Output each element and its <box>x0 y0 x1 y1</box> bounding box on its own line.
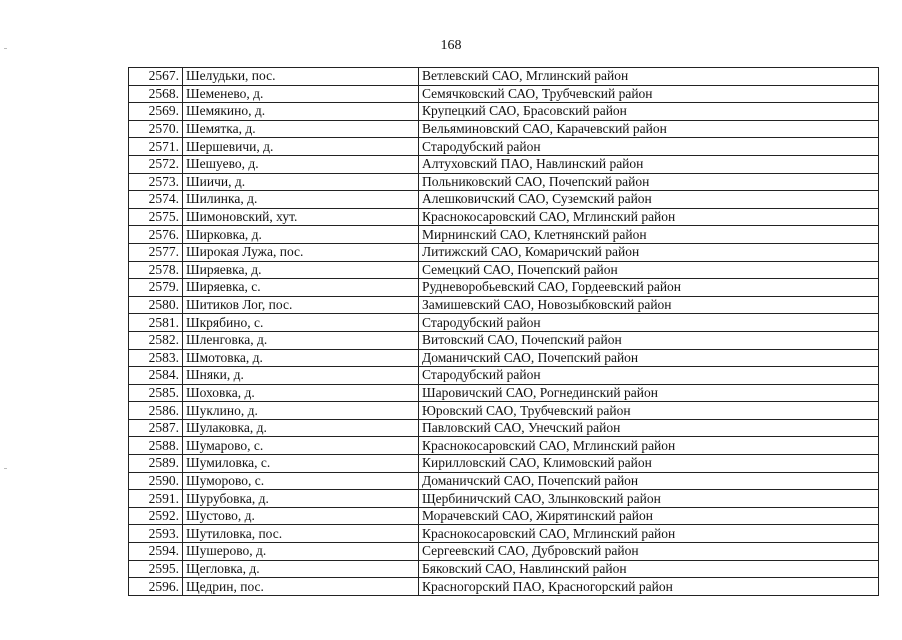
settlement-name: Шуклино, д. <box>183 402 419 420</box>
row-number: 2572. <box>129 155 183 173</box>
table-row <box>129 525 879 543</box>
table-row <box>129 279 879 297</box>
settlement-name: Шутиловка, пос. <box>183 525 419 543</box>
row-number: 2582. <box>129 331 183 349</box>
table-row <box>129 103 879 121</box>
settlement-name: Шуморово, с. <box>183 472 419 490</box>
row-number: 2588. <box>129 437 183 455</box>
row-number: 2571. <box>129 138 183 156</box>
administrative-area: Щербиничский САО, Злынковский район <box>419 490 879 508</box>
row-number: 2570. <box>129 120 183 138</box>
settlements-table <box>128 67 879 596</box>
settlement-name: Шняки, д. <box>183 367 419 385</box>
administrative-area: Стародубский район <box>419 314 879 332</box>
settlement-name: Шиичи, д. <box>183 173 419 191</box>
table-row <box>129 472 879 490</box>
table-row <box>129 507 879 525</box>
settlement-name: Шилинка, д. <box>183 191 419 209</box>
table-row <box>129 243 879 261</box>
row-number: 2595. <box>129 560 183 578</box>
table-row <box>129 314 879 332</box>
administrative-area: Доманичский САО, Почепский район <box>419 349 879 367</box>
settlement-name: Шулаковка, д. <box>183 419 419 437</box>
row-number: 2586. <box>129 402 183 420</box>
administrative-area: Крупецкий САО, Брасовский район <box>419 103 879 121</box>
row-number: 2576. <box>129 226 183 244</box>
row-number: 2583. <box>129 349 183 367</box>
administrative-area: Замишевский САО, Новозыбковский район <box>419 296 879 314</box>
settlement-name: Шитиков Лог, пос. <box>183 296 419 314</box>
row-number: 2573. <box>129 173 183 191</box>
administrative-area: Мирнинский САО, Клетнянский район <box>419 226 879 244</box>
row-number: 2568. <box>129 85 183 103</box>
row-number: 2579. <box>129 279 183 297</box>
administrative-area: Бяковский САО, Навлинский район <box>419 560 879 578</box>
settlements-table-body <box>129 68 879 596</box>
row-number: 2574. <box>129 191 183 209</box>
row-number: 2575. <box>129 208 183 226</box>
table-row <box>129 138 879 156</box>
row-number: 2580. <box>129 296 183 314</box>
table-row <box>129 155 879 173</box>
administrative-area: Витовский САО, Почепский район <box>419 331 879 349</box>
administrative-area: Шаровичский САО, Рогнединский район <box>419 384 879 402</box>
administrative-area: Краснокосаровский САО, Мглинский район <box>419 525 879 543</box>
administrative-area: Рудневоробьевский САО, Гордеевский район <box>419 279 879 297</box>
table-row <box>129 173 879 191</box>
administrative-area: Вельяминовский САО, Карачевский район <box>419 120 879 138</box>
row-number: 2587. <box>129 419 183 437</box>
table-row <box>129 331 879 349</box>
row-number: 2589. <box>129 455 183 473</box>
settlement-name: Шурубовка, д. <box>183 490 419 508</box>
table-row <box>129 490 879 508</box>
table-row <box>129 367 879 385</box>
settlement-name: Шкрябино, с. <box>183 314 419 332</box>
administrative-area: Алешковичский САО, Суземский район <box>419 191 879 209</box>
settlement-name: Шумарово, с. <box>183 437 419 455</box>
settlement-name: Шемятка, д. <box>183 120 419 138</box>
row-number: 2567. <box>129 68 183 86</box>
settlement-name: Шершевичи, д. <box>183 138 419 156</box>
table-row <box>129 402 879 420</box>
row-number: 2578. <box>129 261 183 279</box>
administrative-area: Ветлевский САО, Мглинский район <box>419 68 879 86</box>
administrative-area: Морачевский САО, Жирятинский район <box>419 507 879 525</box>
settlement-name: Шумиловка, с. <box>183 455 419 473</box>
row-number: 2590. <box>129 472 183 490</box>
row-number: 2585. <box>129 384 183 402</box>
row-number: 2581. <box>129 314 183 332</box>
administrative-area: Павловский САО, Унечский район <box>419 419 879 437</box>
settlement-name: Шешуево, д. <box>183 155 419 173</box>
settlement-name: Ширковка, д. <box>183 226 419 244</box>
settlement-name: Шушерово, д. <box>183 543 419 561</box>
administrative-area: Стародубский район <box>419 138 879 156</box>
administrative-area: Красногорский ПАО, Красногорский район <box>419 578 879 596</box>
row-number: 2594. <box>129 543 183 561</box>
row-number: 2592. <box>129 507 183 525</box>
row-number: 2591. <box>129 490 183 508</box>
table-row <box>129 437 879 455</box>
settlement-name: Шленговка, д. <box>183 331 419 349</box>
settlement-name: Шмотовка, д. <box>183 349 419 367</box>
settlement-name: Шустово, д. <box>183 507 419 525</box>
settlement-name: Широкая Лужа, пос. <box>183 243 419 261</box>
administrative-area: Доманичский САО, Почепский район <box>419 472 879 490</box>
table-row <box>129 120 879 138</box>
row-number: 2569. <box>129 103 183 121</box>
table-row <box>129 296 879 314</box>
row-number: 2593. <box>129 525 183 543</box>
settlement-name: Шемякино, д. <box>183 103 419 121</box>
table-row <box>129 384 879 402</box>
administrative-area: Польниковский САО, Почепский район <box>419 173 879 191</box>
table-row <box>129 455 879 473</box>
settlement-name: Шоховка, д. <box>183 384 419 402</box>
administrative-area: Кирилловский САО, Климовский район <box>419 455 879 473</box>
table-row <box>129 578 879 596</box>
table-row <box>129 226 879 244</box>
settlement-name: Щедрин, пос. <box>183 578 419 596</box>
settlement-name: Ширяевка, д. <box>183 261 419 279</box>
row-number: 2596. <box>129 578 183 596</box>
table-row <box>129 560 879 578</box>
settlement-name: Шеменево, д. <box>183 85 419 103</box>
administrative-area: Сергеевский САО, Дубровский район <box>419 543 879 561</box>
administrative-area: Стародубский район <box>419 367 879 385</box>
table-row <box>129 419 879 437</box>
table-row <box>129 261 879 279</box>
row-number: 2577. <box>129 243 183 261</box>
table-row <box>129 543 879 561</box>
page-number: 168 <box>440 38 462 53</box>
table-row <box>129 208 879 226</box>
table-row <box>129 349 879 367</box>
administrative-area: Краснокосаровский САО, Мглинский район <box>419 437 879 455</box>
administrative-area: Семецкий САО, Почепский район <box>419 261 879 279</box>
settlement-name: Шелудьки, пос. <box>183 68 419 86</box>
table-row <box>129 68 879 86</box>
administrative-area: Юровский САО, Трубчевский район <box>419 402 879 420</box>
row-number: 2584. <box>129 367 183 385</box>
administrative-area: Семячковский САО, Трубчевский район <box>419 85 879 103</box>
table-row <box>129 85 879 103</box>
settlement-name: Ширяевка, с. <box>183 279 419 297</box>
table-row <box>129 191 879 209</box>
administrative-area: Литижский САО, Комаричский район <box>419 243 879 261</box>
administrative-area: Краснокосаровский САО, Мглинский район <box>419 208 879 226</box>
administrative-area: Алтуховский ПАО, Навлинский район <box>419 155 879 173</box>
settlement-name: Щегловка, д. <box>183 560 419 578</box>
settlement-name: Шимоновский, хут. <box>183 208 419 226</box>
scan-margin-mark <box>4 468 7 469</box>
